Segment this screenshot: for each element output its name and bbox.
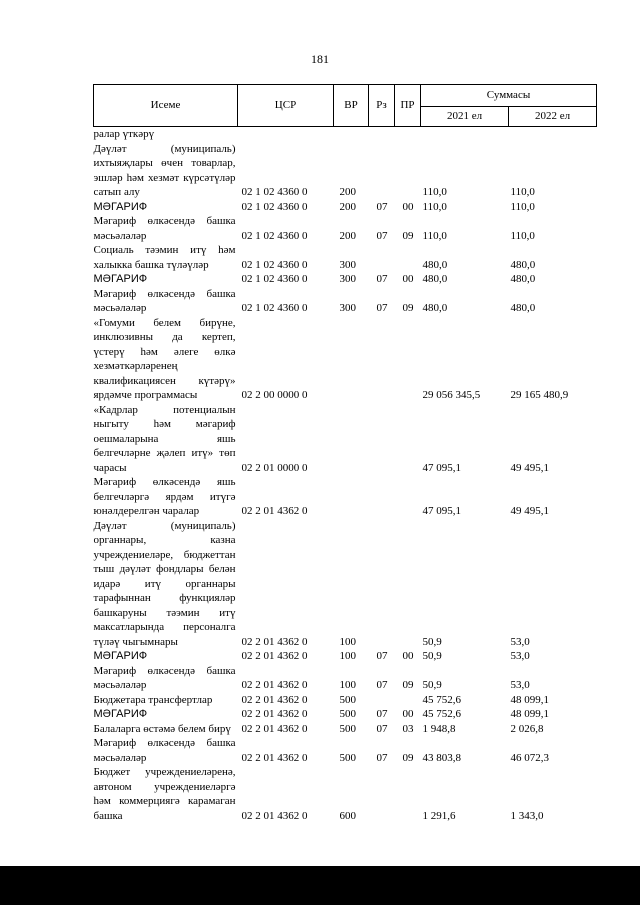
table-row xyxy=(94,214,597,243)
cell-vr: 500 xyxy=(339,693,356,706)
table-row xyxy=(94,722,597,737)
header-rz: Рз xyxy=(369,85,395,127)
cell-y2021: 29 056 345,5 xyxy=(422,389,481,401)
cell-pr: 00 xyxy=(402,708,414,720)
cell-rz xyxy=(369,243,395,272)
cell-pr: 09 xyxy=(402,679,414,691)
cell-pr: 00 xyxy=(402,650,414,662)
cell-name: МӘГАРИФ xyxy=(93,708,148,720)
cell-csr: 02 2 01 4362 0 xyxy=(241,650,308,662)
cell-pr xyxy=(395,403,421,476)
cell-y2021: 47 095,1 xyxy=(422,461,461,474)
cell-rz: 07 xyxy=(376,302,388,314)
cell-rz xyxy=(369,765,395,823)
cell-rz: 07 xyxy=(376,650,388,662)
cell-name: МӘГАРИФ xyxy=(93,200,148,213)
cell-y2021: 47 095,1 xyxy=(422,505,461,517)
cell-y2022: 480,0 xyxy=(510,273,536,285)
cell-name: Бюджет учреждениеләренә, автоном учреждениеләргә һәм коммерциягә карамаган башка xyxy=(93,766,236,822)
header-year-2022: 2022 ел xyxy=(509,107,597,127)
cell-pr: 09 xyxy=(402,229,414,242)
table-row xyxy=(94,142,597,200)
cell-y2022: 48 099,1 xyxy=(510,708,549,720)
cell-csr: 02 1 02 4360 0 xyxy=(241,273,308,285)
table-row xyxy=(94,736,597,765)
cell-y2022: 53,0 xyxy=(510,679,530,691)
cell-csr: 02 2 01 4362 0 xyxy=(241,635,308,648)
table-row xyxy=(94,649,597,664)
cell-csr: 02 1 02 4360 0 xyxy=(241,186,308,198)
table-body xyxy=(94,127,597,824)
cell-pr xyxy=(395,142,421,200)
cell-vr: 100 xyxy=(339,679,356,691)
cell-pr xyxy=(395,316,421,403)
cell-vr: 300 xyxy=(339,273,356,285)
cell-y2022: 48 099,1 xyxy=(510,693,549,706)
cell-csr: 02 2 01 4362 0 xyxy=(241,809,308,822)
cell-csr: 02 1 02 4360 0 xyxy=(241,258,308,271)
cell-y2022: 480,0 xyxy=(510,302,536,314)
cell-y2021: 480,0 xyxy=(422,258,448,271)
cell-csr: 02 1 02 4360 0 xyxy=(241,200,308,213)
cell-y2021: 1 948,8 xyxy=(422,722,456,735)
cell-name: ралар үткәрү xyxy=(93,128,155,140)
cell-y2022: 49 495,1 xyxy=(510,461,549,474)
cell-name: «Гомуми белем бирүне, инклюзивны да кертеп, үстерү һәм әлеге өлкә хезмәткәрләренең квалификациясен күтәрү» ярдәмче программасы xyxy=(93,316,236,401)
cell-y2021: 110,0 xyxy=(422,200,447,213)
table-row xyxy=(94,475,597,519)
cell-csr: 02 2 01 4362 0 xyxy=(241,722,308,735)
cell-y2022: 46 072,3 xyxy=(510,751,549,764)
cell-name: Дәүләт (муниципаль) органнары, казна учреждениеләре, бюджеттан тыш дәүләт фондлары белән идарә итү органнары тарафыннан функцияләр башкаруны тәэмин итү максатларында персоналга түләү чыгымнары xyxy=(93,519,236,648)
cell-rz xyxy=(369,127,395,142)
cell-vr: 500 xyxy=(339,751,356,764)
cell-y2022: 2 026,8 xyxy=(510,722,544,735)
cell-y2022: 29 165 480,9 xyxy=(510,389,569,401)
cell-vr xyxy=(334,475,369,519)
cell-y2021: 50,9 xyxy=(422,679,442,691)
cell-y2021: 50,9 xyxy=(422,650,442,662)
header-pr: ПР xyxy=(395,85,421,127)
cell-y2022: 110,0 xyxy=(510,229,535,242)
header-csr: ЦСР xyxy=(238,85,334,127)
cell-rz xyxy=(369,693,395,708)
cell-name: Мәгариф өлкәсендә башка мәсьәләләр xyxy=(93,737,236,764)
header-sums: Суммасы xyxy=(421,85,597,107)
cell-vr xyxy=(334,403,369,476)
page-number: 181 xyxy=(311,52,329,66)
cell-name: Дәүләт (муниципаль) ихтыяҗлары өчен товарлар, эшләр һәм хезмәт күрсәтүләр сатып алу xyxy=(93,142,236,198)
cell-pr xyxy=(395,475,421,519)
table-row xyxy=(94,403,597,476)
header-name: Исеме xyxy=(94,85,238,127)
cell-vr xyxy=(334,316,369,403)
cell-name: Мәгариф өлкәсендә башка мәсьәләләр xyxy=(93,215,236,242)
cell-vr: 300 xyxy=(339,302,356,314)
cell-pr xyxy=(395,765,421,823)
cell-y2022: 110,0 xyxy=(510,186,535,198)
cell-rz: 07 xyxy=(376,722,388,735)
cell-y2022: 480,0 xyxy=(510,258,536,271)
cell-rz: 07 xyxy=(376,200,388,213)
cell-csr: 02 2 01 4362 0 xyxy=(241,505,308,517)
table-row xyxy=(94,519,597,650)
cell-vr: 300 xyxy=(339,258,356,271)
table-row xyxy=(94,693,597,708)
cell-y2022: 53,0 xyxy=(510,635,530,648)
cell-vr: 500 xyxy=(339,722,356,735)
cell-rz: 07 xyxy=(376,273,388,285)
cell-rz xyxy=(369,403,395,476)
header-vr: ВР xyxy=(334,85,369,127)
table-row xyxy=(94,127,597,142)
cell-pr: 00 xyxy=(402,273,414,285)
cell-csr: 02 2 01 4362 0 xyxy=(241,751,308,764)
cell-vr: 200 xyxy=(339,229,356,242)
cell-rz xyxy=(369,142,395,200)
cell-name: Мәгариф өлкәсендә яшь белгечләргә ярдәм итүгә юнәлдерелгән чаралар xyxy=(93,476,236,517)
cell-pr: 09 xyxy=(402,751,414,764)
cell-y2021: 45 752,6 xyxy=(422,693,461,706)
cell-y2021: 50,9 xyxy=(422,635,442,648)
table-row xyxy=(94,707,597,722)
cell-y2022: 110,0 xyxy=(510,200,535,213)
cell-rz xyxy=(369,316,395,403)
cell-y2021: 45 752,6 xyxy=(422,708,461,720)
cell-rz: 07 xyxy=(376,679,388,691)
cell-vr: 200 xyxy=(339,200,356,213)
cell-rz: 07 xyxy=(376,751,388,764)
cell-y2021: 110,0 xyxy=(422,229,447,242)
cell-pr xyxy=(395,243,421,272)
cell-name: «Кадрлар потенциалын ныгыту һәм мәгариф оешмаларына яшь белгечләрне җәлеп итү» төп чарасы xyxy=(93,403,236,474)
cell-csr: 02 2 01 4362 0 xyxy=(241,693,308,706)
cell-name: Мәгариф өлкәсендә башка мәсьәләләр xyxy=(93,664,236,691)
budget-table xyxy=(93,84,597,823)
cell-vr xyxy=(334,127,369,142)
cell-csr: 02 2 01 0000 0 xyxy=(241,461,308,474)
cell-y2022: 53,0 xyxy=(510,650,530,662)
cell-y2021: 110,0 xyxy=(422,186,447,198)
cell-y2022: 49 495,1 xyxy=(510,505,549,517)
cell-y2021 xyxy=(421,127,509,142)
cell-y2022: 1 343,0 xyxy=(510,809,544,822)
cell-vr: 200 xyxy=(339,186,356,198)
cell-vr: 100 xyxy=(339,650,356,662)
cell-rz xyxy=(369,519,395,650)
cell-name: Бюджетара трансфертлар xyxy=(93,693,213,706)
cell-csr: 02 1 02 4360 0 xyxy=(241,229,308,242)
table-row xyxy=(94,287,597,316)
table-row xyxy=(94,272,597,287)
cell-csr: 02 2 00 0000 0 xyxy=(241,389,308,401)
cell-pr xyxy=(395,127,421,142)
cell-csr: 02 2 01 4362 0 xyxy=(241,679,308,691)
cell-name: Социаль тәэмин итү һәм халыкка башка түләүләр xyxy=(93,244,236,271)
cell-pr xyxy=(395,519,421,650)
cell-rz xyxy=(369,475,395,519)
cell-name: Балаларга өстәмә белем бирү xyxy=(93,722,231,735)
cell-y2022 xyxy=(509,127,597,142)
cell-vr: 600 xyxy=(339,809,356,822)
cell-rz: 07 xyxy=(376,229,388,242)
scan-bottom-border xyxy=(0,866,640,905)
cell-pr: 09 xyxy=(402,302,414,314)
table-row xyxy=(94,243,597,272)
cell-y2021: 43 803,8 xyxy=(422,751,461,764)
cell-rz: 07 xyxy=(376,708,388,720)
cell-vr: 100 xyxy=(339,635,356,648)
cell-y2021: 480,0 xyxy=(422,273,448,285)
cell-pr: 00 xyxy=(402,200,414,213)
cell-csr xyxy=(238,127,334,142)
cell-name: МӘГАРИФ xyxy=(93,650,148,662)
cell-name: МӘГАРИФ xyxy=(93,273,148,285)
table-row xyxy=(94,316,597,403)
cell-pr: 03 xyxy=(402,722,414,735)
header-year-2021: 2021 ел xyxy=(421,107,509,127)
table-row xyxy=(94,765,597,823)
table-row xyxy=(94,200,597,215)
cell-csr: 02 2 01 4362 0 xyxy=(241,708,308,720)
table-row xyxy=(94,664,597,693)
cell-y2021: 1 291,6 xyxy=(422,809,456,822)
cell-vr: 500 xyxy=(339,708,356,720)
cell-name: Мәгариф өлкәсендә башка мәсьәләләр xyxy=(93,287,236,314)
cell-csr: 02 1 02 4360 0 xyxy=(241,302,308,314)
cell-y2021: 480,0 xyxy=(422,302,448,314)
cell-pr xyxy=(395,693,421,708)
